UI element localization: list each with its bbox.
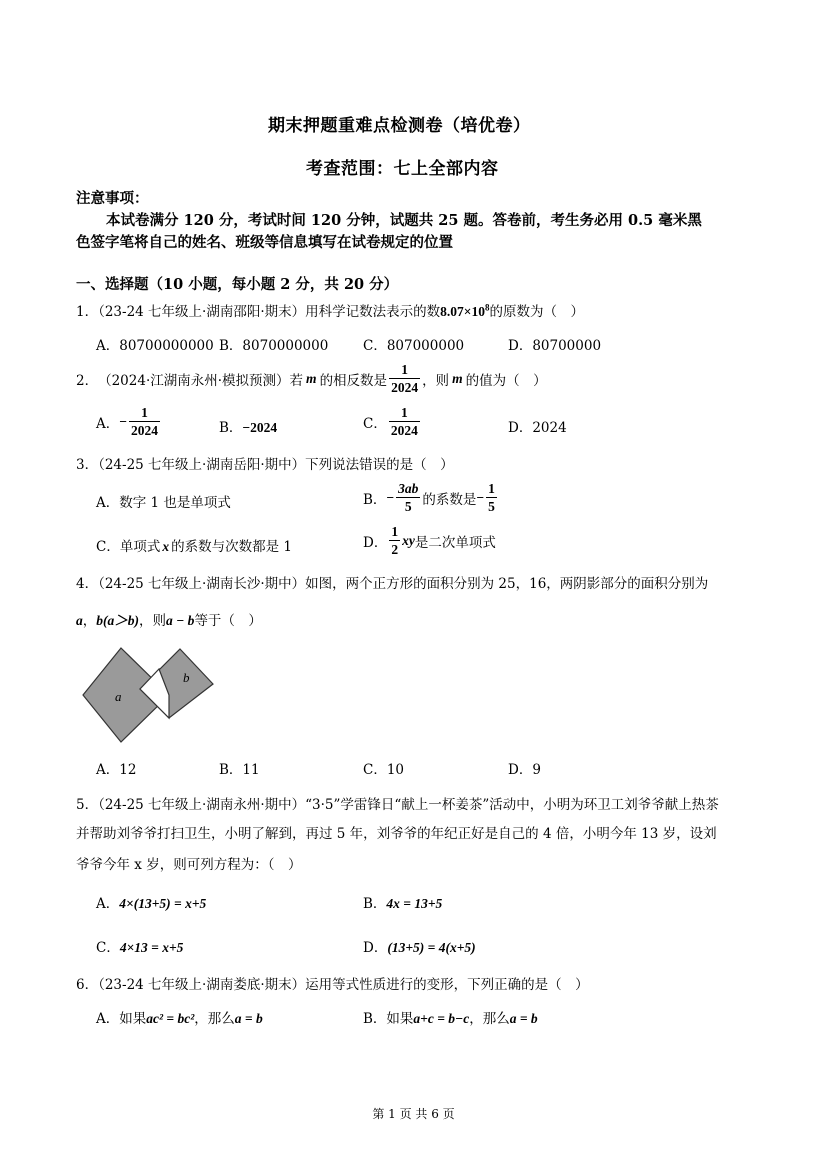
label-a: a bbox=[115, 689, 122, 704]
option-equation: a+c = b−c bbox=[413, 1011, 470, 1026]
page-footer: 第 1 页 共 6 页 bbox=[372, 1107, 455, 1121]
question-number: 2． bbox=[76, 372, 99, 389]
option-label: D． bbox=[363, 940, 388, 956]
question-source: （2024·江湖南永州·模拟预测） bbox=[98, 372, 290, 389]
question-text: 运用等式性质进行的变形，下列正确的是（ ） bbox=[305, 977, 589, 993]
question-3-stem bbox=[76, 453, 454, 473]
fraction: $\frac{1}{2024}$ bbox=[391, 362, 419, 395]
option-equation: 4x = 13+5 bbox=[386, 896, 443, 911]
squares-figure bbox=[80, 644, 220, 748]
question-text-end: 的原数为（ ） bbox=[489, 304, 584, 320]
option-text: 的系数与次数都是 1 bbox=[171, 539, 292, 555]
question-number: 4． bbox=[76, 576, 99, 592]
option-equation: (13+5) = 4(x+5) bbox=[387, 940, 476, 955]
fraction: $\frac{3ab}{5}$ bbox=[398, 481, 419, 514]
q4-option-d[interactable]: D．9 bbox=[508, 762, 541, 778]
notice-line2: 色签字笔将自己的姓名、班级等信息填写在试卷规定的位置 bbox=[76, 234, 453, 251]
variable-m: m bbox=[452, 370, 463, 386]
question-number: 1． bbox=[76, 304, 99, 320]
question-text: 若 bbox=[289, 372, 304, 389]
question-6-stem bbox=[76, 973, 589, 993]
question-text: “3·5”学雷锋日“献上一杯姜茶”活动中，小明为环卫工刘爷爷献上热茶 bbox=[305, 797, 719, 813]
option-text: 的系数是 bbox=[422, 491, 477, 508]
question-5-line1 bbox=[76, 793, 719, 813]
q6-option-a[interactable] bbox=[96, 1007, 263, 1027]
question-source: （24-25 七年级上·湖南长沙·期中） bbox=[98, 576, 306, 592]
option-text: B．如果 bbox=[363, 1011, 414, 1027]
q1-option-b[interactable]: B．8070000000 bbox=[219, 338, 329, 354]
option-text: ，那么 bbox=[194, 1011, 235, 1027]
fraction: $\frac{1}{2024}$ bbox=[130, 405, 158, 438]
question-text: 的相反数是 bbox=[319, 372, 388, 389]
variable-m: m bbox=[306, 370, 317, 386]
math-expression: a − b bbox=[166, 613, 195, 628]
variable-a: a bbox=[76, 613, 83, 628]
notice-heading: 注意事项： bbox=[76, 190, 149, 207]
option-equation: 4×(13+5) = x+5 bbox=[119, 896, 207, 911]
question-text: ，则 bbox=[422, 372, 450, 389]
question-text: 用科学记数法表示的数 bbox=[305, 304, 441, 320]
option-conclusion: a = b bbox=[234, 1011, 263, 1026]
question-4-stem bbox=[76, 572, 708, 592]
fraction: $\frac{1}{5}$ bbox=[488, 481, 495, 514]
option-label: D． bbox=[363, 534, 388, 551]
option-label: C． bbox=[96, 940, 120, 956]
q3-option-d[interactable] bbox=[363, 524, 496, 557]
option-label: A． bbox=[96, 896, 120, 912]
option-conclusion: a = b bbox=[509, 1011, 538, 1026]
q6-option-b[interactable] bbox=[363, 1007, 538, 1027]
q1-option-a[interactable]: A．80700000000 bbox=[96, 338, 214, 354]
minus-sign: − bbox=[119, 413, 127, 429]
condition: (a＞b) bbox=[103, 613, 139, 628]
q5-option-a[interactable] bbox=[96, 892, 206, 912]
question-number: 3． bbox=[76, 457, 99, 473]
q5-option-b[interactable] bbox=[363, 892, 442, 912]
q5-option-c[interactable] bbox=[96, 936, 183, 956]
question-5-line2: 并帮助刘爷爷打扫卫生，小明了解到，再过 5 年，刘爷爷的年纪正好是自己的 4 倍，小明今年 13 岁，设刘 bbox=[76, 826, 717, 842]
q4-option-b[interactable]: B．11 bbox=[219, 762, 260, 778]
section-heading: 一、选择题（10 小题，每小题 2 分，共 20 分） bbox=[76, 276, 399, 293]
option-label: A． bbox=[96, 415, 120, 432]
question-number: 6． bbox=[76, 977, 99, 993]
option-value: −2024 bbox=[242, 420, 278, 435]
minus-sign: − bbox=[386, 489, 395, 505]
question-source: （24-25 七年级上·湖南岳阳·期中） bbox=[98, 457, 306, 473]
question-source: （24-25 七年级上·湖南永州·期中） bbox=[98, 797, 306, 813]
option-label: B． bbox=[363, 896, 387, 912]
option-label: C． bbox=[363, 415, 387, 432]
q3-option-c[interactable] bbox=[96, 535, 292, 555]
q5-option-d[interactable] bbox=[363, 936, 476, 956]
q2-option-d[interactable]: D．2024 bbox=[508, 420, 567, 436]
exam-title: 期末押题重难点检测卷（培优卷） bbox=[268, 116, 531, 136]
question-source: （23-24 七年级上·湖南娄底·期末） bbox=[98, 977, 306, 993]
q3-option-b[interactable] bbox=[363, 481, 499, 514]
question-number: 5． bbox=[76, 797, 99, 813]
question-1-stem bbox=[76, 300, 584, 320]
fraction: $\frac{1}{2}$ bbox=[391, 524, 399, 557]
q1-option-d[interactable]: D．80700000 bbox=[508, 338, 602, 354]
separator: ， bbox=[82, 613, 97, 629]
question-text-end: 的值为（ ） bbox=[465, 372, 547, 389]
exam-subtitle: 考查范围：七上全部内容 bbox=[306, 159, 499, 179]
q2-option-b[interactable] bbox=[219, 416, 277, 436]
q4-option-c[interactable]: C．10 bbox=[363, 762, 405, 778]
notice-line1: 本试卷满分 120 分，考试时间 120 分钟，试题共 25 题。答卷前，考生务必用 0.5 毫米黑 bbox=[106, 212, 702, 229]
question-text: 下列说法错误的是（ ） bbox=[305, 457, 454, 473]
q1-option-c[interactable]: C．807000000 bbox=[363, 338, 465, 354]
q4-option-a[interactable]: A．12 bbox=[96, 762, 137, 778]
question-4-line2 bbox=[76, 609, 262, 629]
option-text: A．如果 bbox=[96, 1011, 147, 1027]
option-text: 是二次单项式 bbox=[414, 534, 496, 551]
question-text: 如图，两个正方形的面积分别为 25，16，两阴影部分的面积分别为 bbox=[305, 576, 709, 592]
question-text-end: 等于（ ） bbox=[194, 613, 262, 629]
variable-xy: xy bbox=[402, 532, 415, 548]
math-expression: $8.07\times 10^8$ bbox=[440, 302, 490, 319]
question-2-stem bbox=[76, 362, 547, 395]
label-b: b bbox=[183, 670, 190, 685]
question-text: ，则 bbox=[139, 613, 166, 629]
q3-option-a[interactable]: A．数字 1 也是单项式 bbox=[96, 495, 231, 511]
option-text: ，那么 bbox=[469, 1011, 510, 1027]
option-equation: 4×13 = x+5 bbox=[119, 940, 184, 955]
minus-sign: − bbox=[476, 489, 485, 505]
question-5-line3: 爷爷今年 x 岁，则可列方程为：（ ） bbox=[76, 857, 302, 873]
option-equation: ac² = bc² bbox=[146, 1011, 195, 1026]
question-source: （23-24 七年级上·湖南邵阳·期末） bbox=[98, 304, 306, 320]
q2-option-a[interactable] bbox=[96, 405, 162, 438]
variable-b: b bbox=[96, 613, 103, 628]
q2-option-c[interactable] bbox=[363, 405, 422, 438]
variable-x: x bbox=[162, 539, 170, 554]
option-label: B． bbox=[363, 491, 387, 508]
option-text: C．单项式 bbox=[96, 539, 161, 555]
fraction: $\frac{1}{2024}$ bbox=[390, 405, 418, 438]
option-label: B． bbox=[219, 420, 243, 436]
